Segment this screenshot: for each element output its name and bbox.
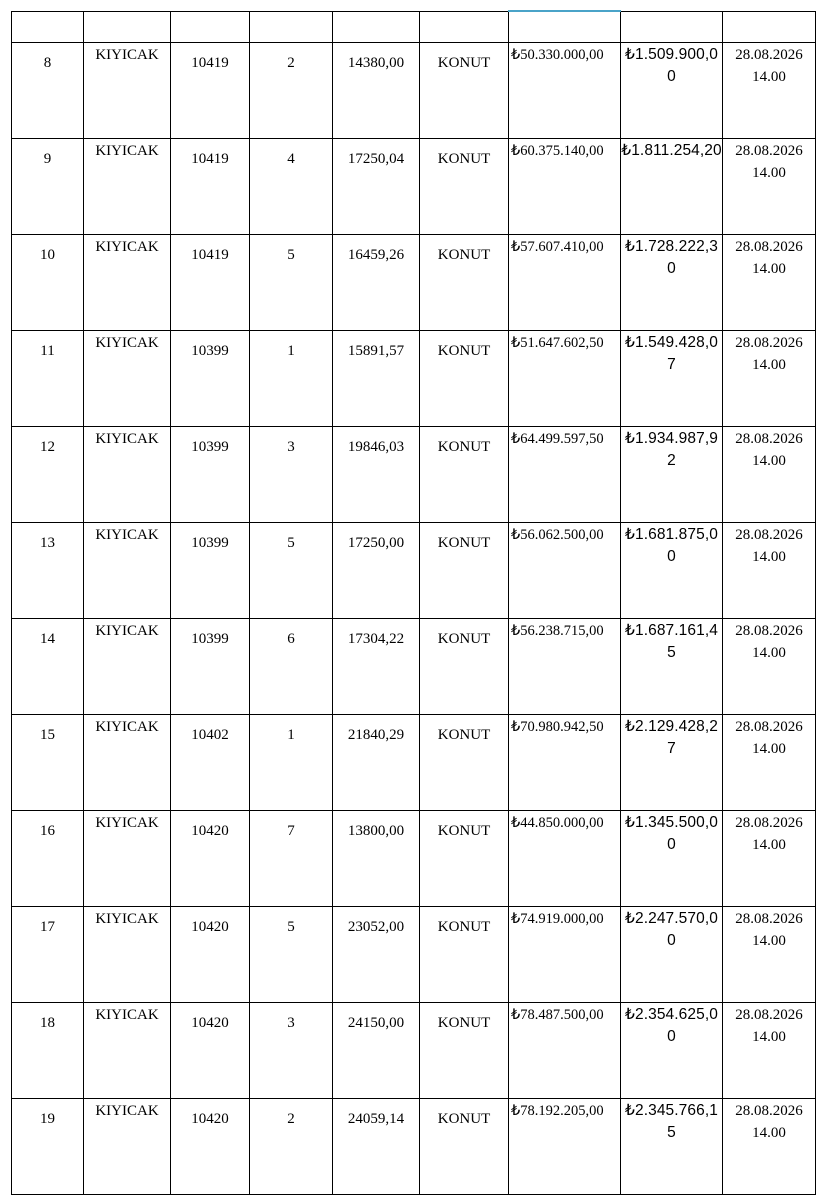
mahalle: KIYICAK — [95, 47, 159, 63]
parsel: 6 — [287, 631, 295, 647]
ada-cell — [171, 715, 250, 811]
sira-no: 9 — [43, 151, 52, 167]
header-row — [12, 11, 816, 43]
bedel-cell — [509, 619, 621, 715]
header-cell — [12, 11, 84, 43]
mahalle: KIYICAK — [95, 143, 159, 159]
bedel: ₺64.499.597,50 — [511, 431, 604, 447]
sira-no: 18 — [40, 1015, 55, 1031]
tarih-cell — [723, 139, 816, 235]
sira-no-cell — [12, 427, 84, 523]
nitelik: KONUT — [437, 727, 491, 743]
bedel: ₺44.850.000,00 — [511, 815, 604, 831]
table-row — [12, 235, 816, 331]
nitelik: KONUT — [437, 439, 491, 455]
mahalle-cell — [84, 139, 171, 235]
nitelik-cell — [420, 235, 509, 331]
teminat-cell — [621, 811, 723, 907]
alan: 17304,22 — [347, 631, 405, 647]
bedel: ₺70.980.942,50 — [511, 719, 604, 735]
teminat: ₺1.728.222,30 — [625, 238, 718, 277]
parsel-cell — [250, 43, 333, 139]
teminat: ₺1.681.875,00 — [625, 526, 718, 565]
saat: 14.00 — [752, 69, 786, 85]
nitelik-cell — [420, 619, 509, 715]
parsel-cell — [250, 427, 333, 523]
ada: 10419 — [191, 151, 229, 167]
sira-no-cell — [12, 139, 84, 235]
ada: 10420 — [191, 823, 229, 839]
ada-cell — [171, 1003, 250, 1099]
sira-no: 16 — [40, 823, 55, 839]
alan-cell — [333, 1099, 420, 1195]
parsel: 7 — [287, 823, 295, 839]
saat: 14.00 — [752, 1125, 786, 1141]
nitelik-cell — [420, 139, 509, 235]
bedel: ₺51.647.602,50 — [511, 335, 604, 351]
alan: 23052,00 — [347, 919, 405, 935]
tarih-cell — [723, 1099, 816, 1195]
alan: 24059,14 — [347, 1111, 405, 1127]
alan-cell — [333, 1003, 420, 1099]
saat: 14.00 — [752, 261, 786, 277]
nitelik: KONUT — [437, 247, 491, 263]
nitelik-cell — [420, 1003, 509, 1099]
nitelik-cell — [420, 331, 509, 427]
nitelik-cell — [420, 811, 509, 907]
alan: 13800,00 — [347, 823, 405, 839]
mahalle-cell — [84, 811, 171, 907]
table-row — [12, 43, 816, 139]
sira-no: 8 — [43, 55, 52, 71]
header-cell — [621, 11, 723, 43]
teminat: ₺2.345.766,15 — [625, 1102, 718, 1141]
sira-no-cell — [12, 907, 84, 1003]
mahalle: KIYICAK — [95, 815, 159, 831]
saat: 14.00 — [752, 837, 786, 853]
ada-cell — [171, 427, 250, 523]
mahalle: KIYICAK — [95, 623, 159, 639]
parsel-cell — [250, 811, 333, 907]
ada: 10399 — [191, 631, 229, 647]
parsel: 5 — [287, 919, 295, 935]
parsel-cell — [250, 331, 333, 427]
tarih: 28.08.2026 — [735, 431, 803, 447]
tarih: 28.08.2026 — [735, 335, 803, 351]
ada: 10419 — [191, 247, 229, 263]
mahalle-cell — [84, 331, 171, 427]
parsel-cell — [250, 619, 333, 715]
teminat: ₺1.934.987,92 — [625, 430, 718, 469]
mahalle-cell — [84, 715, 171, 811]
bedel: ₺78.192.205,00 — [511, 1103, 604, 1119]
mahalle: KIYICAK — [95, 431, 159, 447]
mahalle-cell — [84, 1003, 171, 1099]
parsel: 1 — [287, 727, 295, 743]
nitelik: KONUT — [437, 823, 491, 839]
alan: 21840,29 — [347, 727, 405, 743]
parsel: 3 — [287, 439, 295, 455]
saat: 14.00 — [752, 357, 786, 373]
nitelik-cell — [420, 1099, 509, 1195]
nitelik: KONUT — [437, 919, 491, 935]
mahalle: KIYICAK — [95, 527, 159, 543]
auction-table — [11, 10, 816, 1195]
bedel-cell — [509, 427, 621, 523]
sira-no: 17 — [40, 919, 55, 935]
alan-cell — [333, 139, 420, 235]
alan: 15891,57 — [347, 343, 405, 359]
nitelik: KONUT — [437, 1111, 491, 1127]
alan-cell — [333, 619, 420, 715]
tarih-cell — [723, 907, 816, 1003]
bedel: ₺56.062.500,00 — [511, 527, 604, 543]
teminat: ₺1.509.900,00 — [625, 46, 718, 85]
bedel: ₺50.330.000,00 — [511, 47, 604, 63]
alan-cell — [333, 43, 420, 139]
tarih: 28.08.2026 — [735, 1007, 803, 1023]
nitelik: KONUT — [437, 151, 491, 167]
tarih-cell — [723, 619, 816, 715]
ada-cell — [171, 139, 250, 235]
tarih-cell — [723, 1003, 816, 1099]
sira-no: 10 — [40, 247, 55, 263]
ada: 10420 — [191, 919, 229, 935]
teminat-cell — [621, 715, 723, 811]
teminat: ₺2.354.625,00 — [625, 1006, 718, 1045]
bedel-cell — [509, 235, 621, 331]
teminat-cell — [621, 1003, 723, 1099]
tarih: 28.08.2026 — [735, 1103, 803, 1119]
table-row — [12, 1099, 816, 1195]
alan: 14380,00 — [347, 55, 405, 71]
header-cell — [171, 11, 250, 43]
alan: 19846,03 — [347, 439, 405, 455]
nitelik: KONUT — [437, 631, 491, 647]
mahalle-cell — [84, 235, 171, 331]
teminat-cell — [621, 235, 723, 331]
ada-cell — [171, 619, 250, 715]
ada-cell — [171, 811, 250, 907]
header-cell — [420, 11, 509, 43]
sira-no-cell — [12, 235, 84, 331]
bedel-cell — [509, 811, 621, 907]
mahalle-cell — [84, 619, 171, 715]
ada: 10402 — [191, 727, 229, 743]
nitelik: KONUT — [437, 343, 491, 359]
parsel-cell — [250, 715, 333, 811]
tarih: 28.08.2026 — [735, 815, 803, 831]
table-row — [12, 619, 816, 715]
parsel-cell — [250, 235, 333, 331]
bedel-cell — [509, 139, 621, 235]
table-row — [12, 907, 816, 1003]
ada: 10420 — [191, 1111, 229, 1127]
parsel: 2 — [287, 55, 295, 71]
table-row — [12, 427, 816, 523]
tarih-cell — [723, 43, 816, 139]
sira-no-cell — [12, 715, 84, 811]
ada: 10419 — [191, 55, 229, 71]
teminat: ₺2.247.570,00 — [625, 910, 718, 949]
sira-no: 11 — [40, 343, 55, 359]
saat: 14.00 — [752, 645, 786, 661]
ada: 10420 — [191, 1015, 229, 1031]
tarih: 28.08.2026 — [735, 47, 803, 63]
teminat: ₺1.549.428,07 — [625, 334, 718, 373]
teminat: ₺1.345.500,00 — [625, 814, 718, 853]
mahalle-cell — [84, 1099, 171, 1195]
bedel-cell — [509, 907, 621, 1003]
alan: 24150,00 — [347, 1015, 405, 1031]
bedel-cell — [509, 43, 621, 139]
sira-no-cell — [12, 331, 84, 427]
sira-no-cell — [12, 43, 84, 139]
tarih-cell — [723, 427, 816, 523]
header-cell — [333, 11, 420, 43]
parsel: 5 — [287, 247, 295, 263]
tarih: 28.08.2026 — [735, 239, 803, 255]
parsel-cell — [250, 1099, 333, 1195]
ada-cell — [171, 523, 250, 619]
mahalle-cell — [84, 43, 171, 139]
sira-no: 12 — [40, 439, 55, 455]
header-cell — [723, 11, 816, 43]
saat: 14.00 — [752, 549, 786, 565]
parsel: 2 — [287, 1111, 295, 1127]
sira-no-cell — [12, 619, 84, 715]
teminat: ₺1.811.254,20 — [621, 142, 722, 159]
alan-cell — [333, 523, 420, 619]
parsel: 1 — [287, 343, 295, 359]
bedel: ₺78.487.500,00 — [511, 1007, 604, 1023]
nitelik-cell — [420, 427, 509, 523]
mahalle-cell — [84, 427, 171, 523]
ada: 10399 — [191, 439, 229, 455]
tarih-cell — [723, 331, 816, 427]
parsel-cell — [250, 1003, 333, 1099]
alan-cell — [333, 907, 420, 1003]
sira-no-cell — [12, 811, 84, 907]
table-row — [12, 715, 816, 811]
nitelik: KONUT — [437, 1015, 491, 1031]
header-cell — [84, 11, 171, 43]
ada-cell — [171, 1099, 250, 1195]
sira-no: 15 — [40, 727, 55, 743]
alan-cell — [333, 235, 420, 331]
teminat: ₺1.687.161,45 — [625, 622, 718, 661]
sira-no: 19 — [40, 1111, 55, 1127]
parsel-cell — [250, 523, 333, 619]
tarih-cell — [723, 523, 816, 619]
tarih: 28.08.2026 — [735, 143, 803, 159]
bedel-cell — [509, 523, 621, 619]
teminat-cell — [621, 523, 723, 619]
nitelik-cell — [420, 715, 509, 811]
ada-cell — [171, 907, 250, 1003]
teminat: ₺2.129.428,27 — [625, 718, 718, 757]
sira-no-cell — [12, 1099, 84, 1195]
bedel: ₺57.607.410,00 — [511, 239, 604, 255]
table-row — [12, 139, 816, 235]
bedel: ₺56.238.715,00 — [511, 623, 604, 639]
tarih: 28.08.2026 — [735, 911, 803, 927]
tarih: 28.08.2026 — [735, 623, 803, 639]
saat: 14.00 — [752, 1029, 786, 1045]
teminat-cell — [621, 907, 723, 1003]
tarih-cell — [723, 715, 816, 811]
table-row — [12, 523, 816, 619]
bedel: ₺74.919.000,00 — [511, 911, 604, 927]
sira-no-cell — [12, 1003, 84, 1099]
nitelik-cell — [420, 523, 509, 619]
nitelik-cell — [420, 43, 509, 139]
mahalle: KIYICAK — [95, 335, 159, 351]
mahalle: KIYICAK — [95, 1007, 159, 1023]
sira-no-cell — [12, 523, 84, 619]
alan: 16459,26 — [347, 247, 405, 263]
ada: 10399 — [191, 343, 229, 359]
table-row — [12, 331, 816, 427]
mahalle-cell — [84, 907, 171, 1003]
teminat-cell — [621, 1099, 723, 1195]
ada-cell — [171, 331, 250, 427]
saat: 14.00 — [752, 453, 786, 469]
ada: 10399 — [191, 535, 229, 551]
alan-cell — [333, 715, 420, 811]
alan-cell — [333, 811, 420, 907]
alan-cell — [333, 331, 420, 427]
nitelik-cell — [420, 907, 509, 1003]
header-cell — [509, 11, 621, 43]
parsel-cell — [250, 139, 333, 235]
mahalle: KIYICAK — [95, 911, 159, 927]
alan: 17250,04 — [347, 151, 405, 167]
bedel-cell — [509, 1099, 621, 1195]
sira-no: 14 — [40, 631, 55, 647]
ada-cell — [171, 235, 250, 331]
saat: 14.00 — [752, 933, 786, 949]
table-row — [12, 811, 816, 907]
bedel-cell — [509, 1003, 621, 1099]
saat: 14.00 — [752, 165, 786, 181]
mahalle: KIYICAK — [95, 1103, 159, 1119]
teminat-cell — [621, 139, 723, 235]
teminat-cell — [621, 331, 723, 427]
teminat-cell — [621, 427, 723, 523]
bedel-cell — [509, 715, 621, 811]
parsel: 3 — [287, 1015, 295, 1031]
ada-cell — [171, 43, 250, 139]
table-row — [12, 1003, 816, 1099]
teminat-cell — [621, 619, 723, 715]
tarih-cell — [723, 811, 816, 907]
nitelik: KONUT — [437, 535, 491, 551]
mahalle: KIYICAK — [95, 719, 159, 735]
teminat-cell — [621, 43, 723, 139]
parsel: 5 — [287, 535, 295, 551]
mahalle: KIYICAK — [95, 239, 159, 255]
sira-no: 13 — [40, 535, 55, 551]
header-cell — [250, 11, 333, 43]
bedel: ₺60.375.140,00 — [511, 143, 604, 159]
parsel-cell — [250, 907, 333, 1003]
saat: 14.00 — [752, 741, 786, 757]
tarih: 28.08.2026 — [735, 719, 803, 735]
tarih: 28.08.2026 — [735, 527, 803, 543]
nitelik: KONUT — [437, 55, 491, 71]
mahalle-cell — [84, 523, 171, 619]
tarih-cell — [723, 235, 816, 331]
alan: 17250,00 — [347, 535, 405, 551]
bedel-cell — [509, 331, 621, 427]
alan-cell — [333, 427, 420, 523]
parsel: 4 — [287, 151, 295, 167]
